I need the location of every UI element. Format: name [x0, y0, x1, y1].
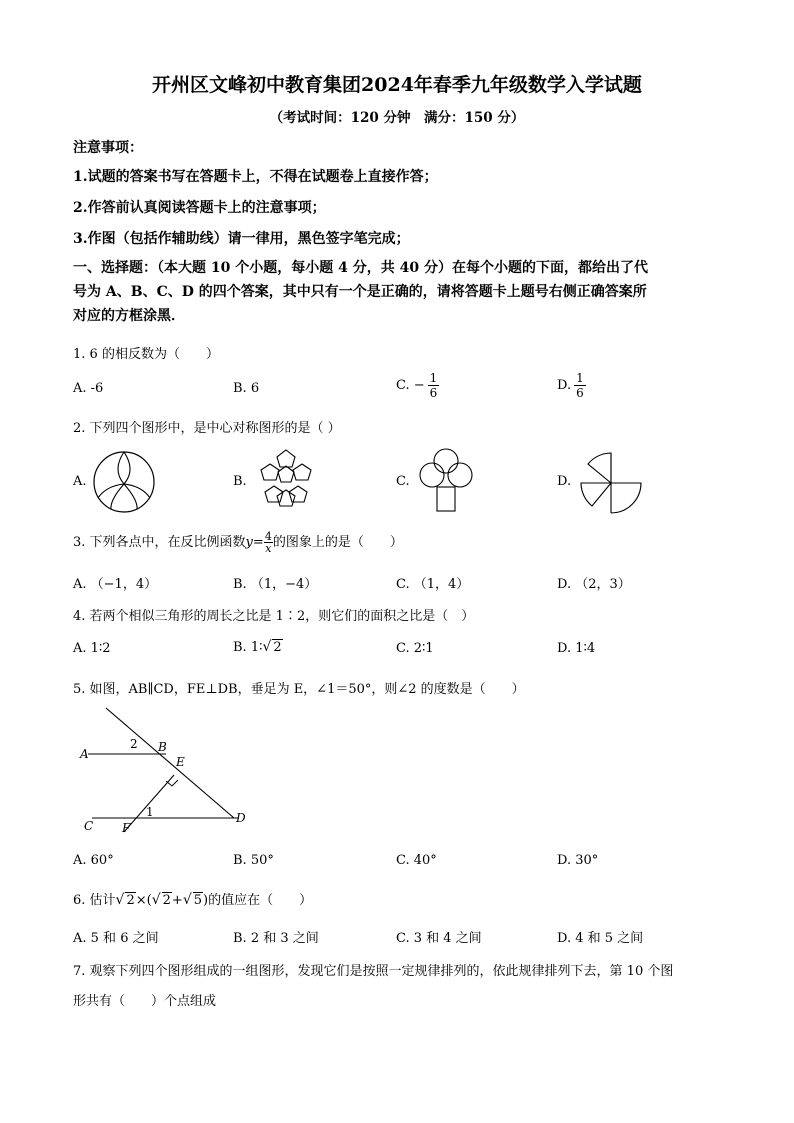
q1-stem: 1. 6 的相反数为（ ） [73, 347, 219, 362]
q3-option-b: B. （1，−4） [233, 577, 318, 592]
section1-line1: 一、选择题：（本大题 10 个小题，每小题 4 分，共 40 分）在每个小题的下面，都给出了代 [73, 260, 648, 276]
section1-line3: 对应的方框涂黑． [73, 308, 185, 324]
q4-stem: 4. 若两个相似三角形的周长之比是 1∶2，则它们的面积之比是（ ） [73, 609, 475, 624]
q1-c-numerator: 1 [429, 371, 438, 385]
q1-option-d-label: D. [557, 378, 572, 393]
q4-option-b [233, 639, 283, 655]
q5-label-1: 1 [146, 805, 154, 819]
notes-heading: 注意事项： [73, 140, 143, 156]
q2-option-c: C. [396, 474, 410, 489]
q6-option-d: D. 4 和 5 之间 [557, 931, 644, 946]
q5-figure [76, 704, 256, 836]
radical-sign-icon: √ [151, 892, 161, 908]
q2-option-d: D. [557, 474, 572, 489]
q3-option-d: D. （2，3） [557, 577, 631, 592]
radical-sign-icon: √ [262, 639, 272, 655]
q4-option-a: A. 1∶2 [73, 641, 111, 656]
exam-subtitle: （考试时间：120 分钟 满分：150 分） [269, 110, 525, 126]
q3-stem-suffix: 的图象上的是（ ） [272, 535, 403, 550]
q1-option-c [396, 371, 439, 400]
q5-option-a: A. 60° [73, 853, 114, 868]
note-item-2: 2.作答前认真阅读答题卡上的注意事项； [73, 200, 326, 216]
q5-option-b: B. 50° [233, 853, 274, 868]
q3-func-fraction [264, 531, 273, 554]
q6-radicand-3: 5 [193, 893, 203, 908]
section1-line2: 号为 A、B、C、D 的四个答案，其中只有一个是正确的，请将答题卡上题号右侧正确答案所 [73, 284, 647, 300]
q2-option-b: B. [233, 474, 247, 489]
q2-figure-a [92, 450, 156, 514]
q5-label-f: F [122, 821, 131, 835]
q3-option-c: C. （1，4） [396, 577, 470, 592]
q1-option-a: A. -6 [73, 381, 104, 396]
q2-option-a: A. [73, 474, 87, 489]
q1-option-d-fraction [574, 371, 586, 400]
q6-radicand-1: 2 [126, 893, 135, 908]
q1-option-c-label: C. − [396, 378, 425, 393]
q1-option-d [557, 371, 586, 400]
q3-stem [73, 531, 403, 554]
q3-func-num: 4 [264, 530, 272, 543]
exam-title: 开州区文峰初中教育集团2024年春季九年级数学入学试题 [152, 74, 642, 96]
q6-option-c: C. 3 和 4 之间 [396, 931, 482, 946]
q1-option-b: B. 6 [233, 381, 260, 396]
q4-option-b-label: B. 1∶ [233, 640, 263, 655]
q5-label-a: A [80, 747, 89, 761]
q3-func-den: x [265, 542, 272, 555]
q2-figure-b [252, 448, 320, 514]
q6-stem-prefix: 6. 估计 [73, 893, 116, 908]
note-item-1: 1.试题的答案书写在答题卡上，不得在试题卷上直接作答； [73, 169, 438, 185]
q7-line1: 7. 观察下列四个图形组成的一组图形，发现它们是按照一定规律排列的，依此规律排列下去，第 10 个图 [73, 964, 674, 979]
q6-radicand-2: 2 [162, 893, 171, 908]
q3-option-a: A. （−1，4） [73, 577, 158, 592]
note-item-3: 3.作图（包括作辅助线）请一律用，黑色签字笔完成； [73, 231, 410, 247]
q1-d-denominator: 6 [576, 386, 584, 400]
q3-stem-prefix: 3. 下列各点中，在反比例函数 [73, 535, 246, 550]
q5-label-c: C [84, 819, 94, 833]
q1-d-numerator: 1 [576, 371, 584, 385]
q5-label-d: D [236, 811, 246, 825]
q7-line2: 形共有（ ）个点组成 [73, 994, 217, 1009]
radical-sign-icon: √ [115, 892, 125, 908]
q1-option-c-fraction [428, 371, 440, 400]
q4-option-c: C. 2∶1 [396, 641, 434, 656]
q6-stem-suffix: )的值应在（ ） [203, 893, 313, 908]
q5-label-b: B [158, 740, 167, 754]
q1-c-denominator: 6 [429, 386, 438, 400]
q4-option-d: D. 1∶4 [557, 641, 596, 656]
q2-stem: 2. 下列四个图形中，是中心对称图形的是（ ） [73, 421, 341, 436]
q5-option-c: C. 40° [396, 853, 437, 868]
q5-label-e: E [176, 755, 185, 769]
q6-option-a: A. 5 和 6 之间 [73, 931, 159, 946]
q3-func-eq: = [252, 535, 264, 550]
q6-plus: + [171, 893, 183, 908]
q2-figure-d [578, 450, 644, 516]
radical-sign-icon: √ [182, 892, 192, 908]
q4-b-radicand: 2 [273, 640, 282, 655]
q6-times-paren: ×( [135, 893, 152, 908]
q2-figure-c [414, 447, 478, 517]
q5-stem: 5. 如图，AB∥CD，FE⊥DB，垂足为 E，∠1＝50°，则∠2 的度数是（ ） [73, 682, 525, 697]
q5-option-d: D. 30° [557, 853, 599, 868]
q6-stem [73, 889, 312, 908]
q5-label-2: 2 [130, 737, 138, 751]
q3-func-var: y [245, 535, 253, 550]
q6-option-b: B. 2 和 3 之间 [233, 931, 319, 946]
